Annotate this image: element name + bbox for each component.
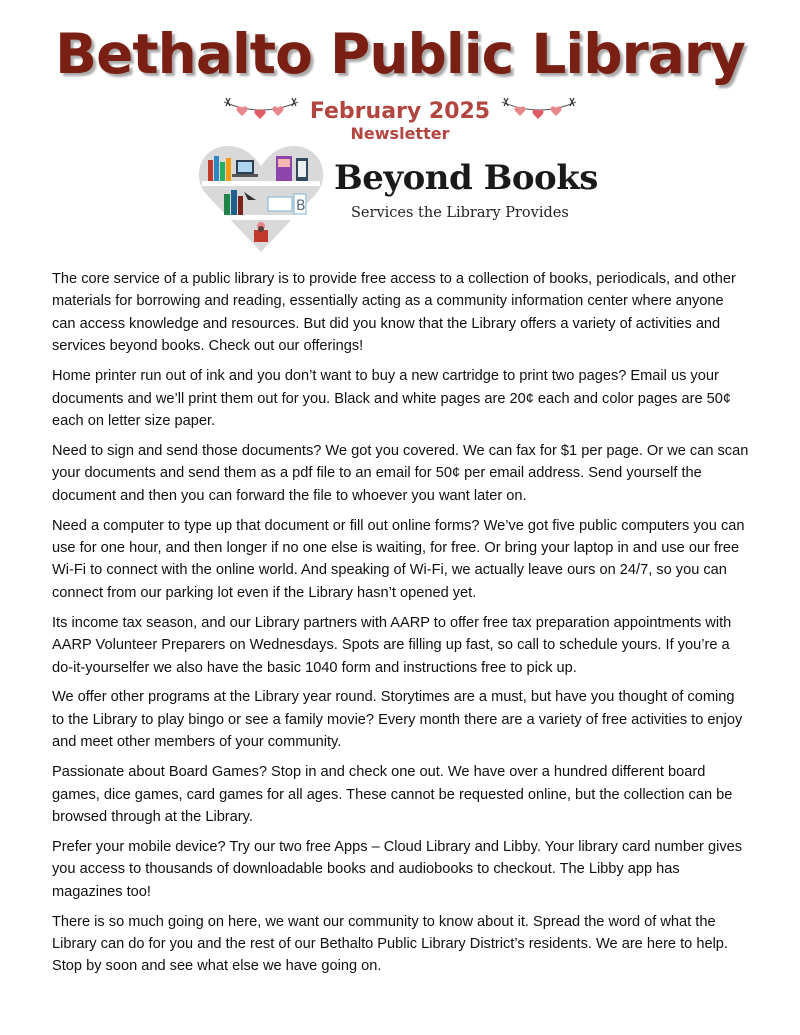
paragraph: Home printer run out of ink and you don’t want to buy a new cartridge to print two pages? Email us your documents and we’ll print them out for you. Black and white pages are 20¢ each and color pages are 50¢ each on letter size paper. — [52, 368, 732, 429]
paragraph: The core service of a public library is to provide free access to a collection of books, periodicals, and other materials for borrowing and reading, essentially acting as a community information center where anyone can access knowledge and resources. But did you know that the Library offers a variety of activities and services beyond books. Check out our offerings! — [52, 271, 736, 355]
heart-garland-icon — [222, 96, 300, 126]
paragraph: Need a computer to type up that document or fill out online forms? We’ve got five public computers you can use for one hour, and then longer if no one else is waiting, for free. Or bring your laptop in and use our free Wi-Fi to connect with the online world. And speaking of Wi-Fi, we actually leave ours on 24/7, so you can connect from our parking lot even if the Library hasn’t opened yet. — [52, 517, 745, 601]
paragraph: We offer other programs at the Library year round. Storytimes are a must, but have you thought of coming to the Library to play bingo or see a family movie? Every month there are a variety of free activities to enjoy and meet other members of your community. — [52, 689, 743, 751]
newsletter-label: Newsletter — [350, 124, 450, 143]
svg-text:B: B — [296, 198, 306, 214]
library-title: Bethalto Public Library — [55, 22, 745, 86]
paragraph: Need to sign and send those documents? We got you covered. We can fax for $1 per page. Or we can scan your documents and send them as a pdf file to an email for 50¢ per email address. Send yourself the document and then you can forward the file to whoever you want later on. — [52, 442, 749, 504]
paragraph: Passionate about Board Games? Stop in and check one out. We have over a hundred different board games, dice games, card games for all ages. These cannot be requested online, but the collection can be browsed through at the Library. — [52, 764, 733, 825]
heart-garland-icon — [500, 96, 578, 126]
paragraph: Prefer your mobile device? Try our two free Apps – Cloud Library and Libby. Your library card number gives you access to thousands of downloadable books and audiobooks to checkout. The Libby app has magazines too! — [52, 838, 743, 900]
newsletter-date: February 2025 — [309, 98, 491, 124]
paragraph: Its income tax season, and our Library partners with AARP to offer free tax preparation appointments with AARP Volunteer Preparers on Wednesdays. Spots are filling up fast, so call to schedule yours. If you’re a do-it-yourselfer we also have the basic 1040 form and instructions free to pick up. — [52, 614, 732, 676]
banner-subtitle: Services the Library Provides — [351, 205, 569, 221]
dateline — [0, 96, 800, 126]
banner-title: Beyond Books — [334, 158, 598, 198]
newsletter-body — [52, 268, 750, 985]
heart-bookshelf-icon — [198, 142, 324, 258]
paragraph: There is so much going on here, we want our community to know about it. Spread the word of what the Library can do for you and the rest of our Bethalto Public Library District’s residents. We are here to help. Stop by soon and see what else we have going on. — [52, 913, 728, 975]
